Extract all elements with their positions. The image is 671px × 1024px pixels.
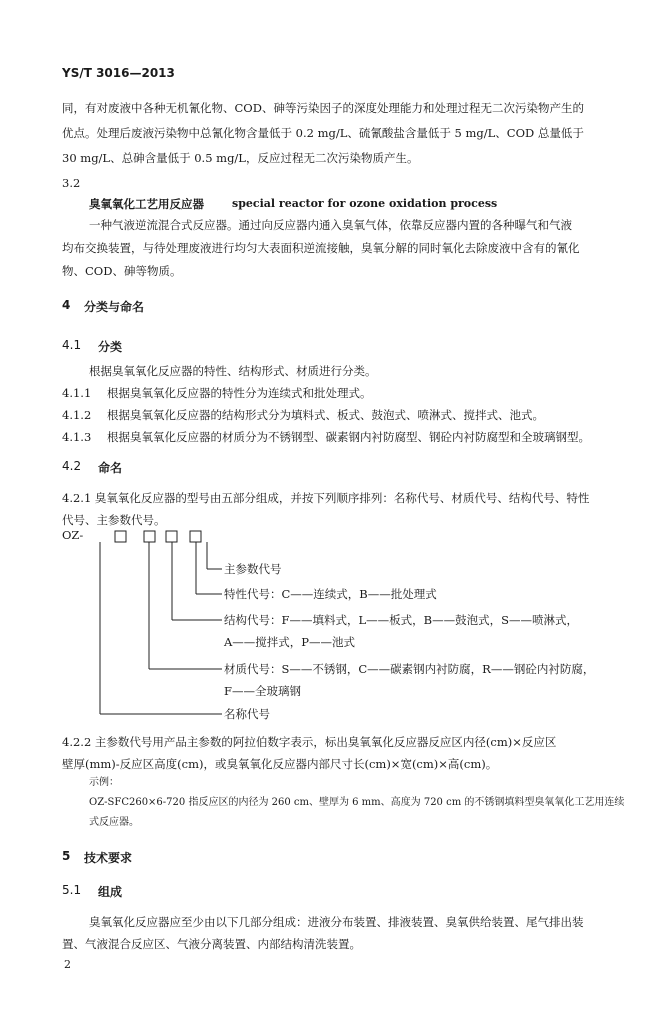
clause-3-2-def-line-2: 均布交换装置，与待处理废液进行均匀大表面积逆流接触，臭氧分解的同时氧化去除废液中含有的氰化	[62, 241, 580, 255]
label-structure-2: A——搅拌式，P——池式	[224, 635, 356, 649]
clause-4-1-2-text: 根据臭氧氧化反应器的结构形式分为填料式、板式、鼓泡式、喷淋式、搅拌式、池式。	[107, 408, 544, 422]
para-3-1-line-3: 30 mg/L、总砷含量低于 0.5 mg/L，反应过程无二次污染物质产生。	[62, 151, 419, 165]
section-4-2-title: 命名	[98, 461, 123, 475]
structure-code-box	[166, 531, 177, 542]
section-5-number: 5	[62, 849, 71, 863]
clause-4-1-3-text: 根据臭氧氧化反应器的材质分为不锈钢型、碳素钢内衬防腐型、钢砼内衬防腐型和全玻璃钢型。	[107, 430, 590, 444]
model-prefix: OZ-	[62, 528, 84, 542]
example-label: 示例：	[89, 777, 119, 788]
clause-5-1-line-1: 臭氧氧化反应器应至少由以下几部分组成：进液分布装置、排液装置、臭氧供给装置、尾气排出装	[89, 915, 584, 929]
clause-4-1-2-number: 4.1.2	[62, 408, 92, 422]
label-name-code: 名称代号	[224, 707, 270, 721]
page-number: 2	[64, 958, 71, 971]
section-4-2-number: 4.2	[62, 459, 82, 473]
clause-5-1-line-2: 置、气液混合反应区、气液分离装置、内部结构清洗装置。	[62, 937, 361, 951]
label-main-param: 主参数代号	[224, 562, 282, 576]
section-4-1-title: 分类	[98, 340, 123, 354]
clause-4-2-2-line-2: 壁厚(mm)-反应区高度(cm)，或臭氧氧化反应器内部尺寸长(cm)×宽(cm)×高(cm)。	[62, 757, 498, 771]
clause-4-2-1-line-2: 代号、主参数代号。	[62, 513, 166, 527]
para-3-1-line-1: 同，有对废液中各种无机氰化物、COD、砷等污染因子的深度处理能力和处理过程无二次污染物产生的	[62, 101, 584, 115]
clause-3-2-term-en: special reactor for ozone oxidation process	[232, 197, 498, 210]
clause-4-2-2-line-1: 4.2.2 主参数代号用产品主参数的阿拉伯数字表示，标出臭氧氧化反应器反应区内径(cm)×反应区	[62, 735, 557, 749]
section-4-1-number: 4.1	[62, 338, 82, 352]
clause-3-2-term-zh: 臭氧氧化工艺用反应器	[89, 197, 204, 211]
section-5-title: 技术要求	[84, 851, 133, 865]
standard-number: YS/T 3016—2013	[62, 66, 175, 80]
clause-4-1-1-text: 根据臭氧氧化反应器的特性分为连续式和批处理式。	[107, 386, 372, 400]
clause-4-2-1-line-1: 4.2.1 臭氧氧化反应器的型号由五部分组成，并按下列顺序排列：名称代号、材质代号、结构代号、特性	[62, 491, 590, 505]
example-line-1: OZ-SFC260×6-720 指反应区的内径为 260 cm、壁厚为 6 mm、高度为 720 cm 的不锈钢填料型臭氧氧化工艺用连续	[89, 797, 625, 808]
section-4-1-intro: 根据臭氧氧化反应器的特性、结构形式、材质进行分类。	[89, 364, 377, 378]
section-4-number: 4	[62, 298, 71, 312]
characteristic-code-box	[190, 531, 201, 542]
model-code-diagram	[62, 528, 622, 728]
label-material-1: 材质代号：S——不锈钢，C——碳素钢内衬防腐，R——钢砼内衬防腐，	[224, 662, 595, 676]
clause-3-2-number: 3.2	[62, 176, 81, 190]
label-material-2: F——全玻璃钢	[224, 684, 301, 698]
material-code-box	[144, 531, 155, 542]
model-code-diagram-lines	[62, 528, 622, 728]
label-characteristic: 特性代号：C——连续式，B——批处理式	[224, 587, 437, 601]
section-5-1-title: 组成	[98, 885, 123, 899]
clause-4-1-3-number: 4.1.3	[62, 430, 92, 444]
label-structure-1: 结构代号：F——填料式，L——板式，B——鼓泡式，S——喷淋式，	[224, 613, 578, 627]
clause-3-2-def-line-3: 物、COD、砷等物质。	[62, 264, 182, 278]
example-line-2: 式反应器。	[89, 817, 139, 828]
clause-4-1-1-number: 4.1.1	[62, 386, 92, 400]
section-4-title: 分类与命名	[84, 300, 145, 314]
clause-3-2-def-line-1: 一种气液逆流混合式反应器。通过向反应器内通入臭氧气体，依靠反应器内置的各种曝气和气液	[89, 218, 572, 232]
para-3-1-line-2: 优点。处理后废液污染物中总氰化物含量低于 0.2 mg/L、硫氰酸盐含量低于 5 mg/L、COD 总量低于	[62, 126, 584, 140]
name-code-box-1	[115, 531, 126, 542]
section-5-1-number: 5.1	[62, 883, 82, 897]
